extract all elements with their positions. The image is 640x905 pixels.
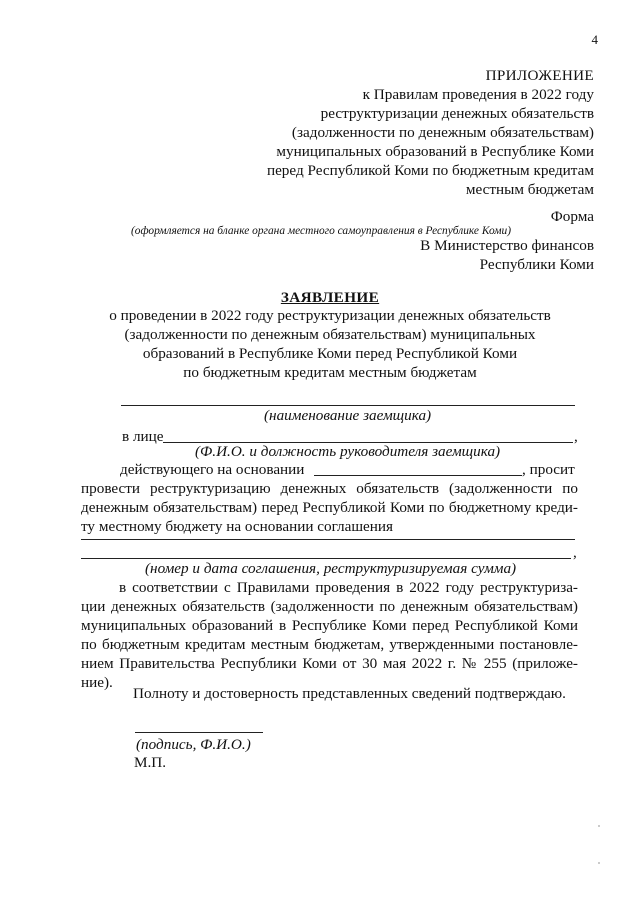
agreement-caption: (номер и дата соглашения, реструктуризируемая сумма) bbox=[145, 560, 517, 577]
signature-caption: (подпись, Ф.И.О.) bbox=[136, 736, 251, 753]
accordance-line: в соответствии с Правилами проведения в 2022 году реструктуриза- bbox=[119, 579, 578, 596]
acting-label: действующего на основании bbox=[120, 461, 305, 478]
request-line: денежным обязательствам) перед Республикой Коми по бюджетному креди- bbox=[81, 499, 578, 516]
addressee-line: В Министерство финансов bbox=[420, 237, 594, 254]
appendix-line: (задолженности по денежным обязательствам) bbox=[291, 124, 594, 141]
page-number: 4 bbox=[591, 32, 598, 47]
statement-subtitle-line: о проведении в 2022 году реструктуризации денежных обязательств bbox=[109, 307, 551, 324]
request-line: провести реструктуризацию денежных обязательств (задолженности по bbox=[81, 480, 578, 497]
head-caption: (Ф.И.О. и должность руководителя заемщика) bbox=[195, 443, 501, 460]
addressee-line: Республики Коми bbox=[479, 256, 594, 273]
request-line-last: ту местному бюджету на основании соглашения bbox=[81, 518, 394, 535]
scan-artifact bbox=[598, 862, 600, 864]
statement-subtitle-line: (задолженности по денежным обязательствам) муниципальных bbox=[124, 326, 536, 343]
appendix-title: ПРИЛОЖЕНИЕ bbox=[485, 67, 594, 84]
appendix-line: реструктуризации денежных обязательств bbox=[320, 105, 594, 122]
statement-subtitle-line: по бюджетным кредитам местным бюджетам bbox=[183, 364, 477, 381]
form-label: Форма bbox=[550, 208, 594, 225]
accordance-line: по бюджетным кредитам местным бюджетам, утвержденными постановле- bbox=[81, 636, 578, 653]
statement-subtitle-line: образований в Республике Коми перед Республикой Коми bbox=[142, 345, 518, 362]
comma: , bbox=[573, 544, 577, 561]
stamp-label: М.П. bbox=[134, 754, 167, 771]
accordance-line: муниципальных образований в Республике Коми перед Республикой Коми bbox=[81, 617, 578, 634]
appendix-line: к Правилам проведения в 2022 году bbox=[362, 86, 594, 103]
appendix-line: муниципальных образований в Республике Коми bbox=[276, 143, 594, 160]
in-person-label: в лице bbox=[122, 428, 164, 445]
basis-field[interactable] bbox=[314, 475, 522, 476]
accordance-line-last: ние). bbox=[81, 674, 113, 691]
appendix-line: местным бюджетам bbox=[465, 181, 594, 198]
confirmation-text: Полноту и достоверность представленных сведений подтверждаю. bbox=[133, 685, 566, 702]
scan-artifact bbox=[598, 825, 600, 827]
statement-title: ЗАЯВЛЕНИЕ bbox=[280, 289, 380, 306]
borrower-caption: (наименование заемщика) bbox=[264, 407, 432, 424]
agreement-field[interactable] bbox=[81, 539, 575, 540]
signature-field[interactable] bbox=[135, 732, 263, 733]
asks-label: , просит bbox=[522, 461, 575, 478]
accordance-line: ции денежных обязательств (задолженности по денежным обязательствам) bbox=[81, 598, 578, 615]
accordance-line: нием Правительства Республики Коми от 30 мая 2022 г. № 255 (приложе- bbox=[81, 655, 578, 672]
appendix-line: перед Республикой Коми по бюджетным кредитам bbox=[266, 162, 594, 179]
comma: , bbox=[574, 428, 578, 445]
form-note: (оформляется на бланке органа местного самоуправления в Республике Коми) bbox=[131, 225, 511, 237]
